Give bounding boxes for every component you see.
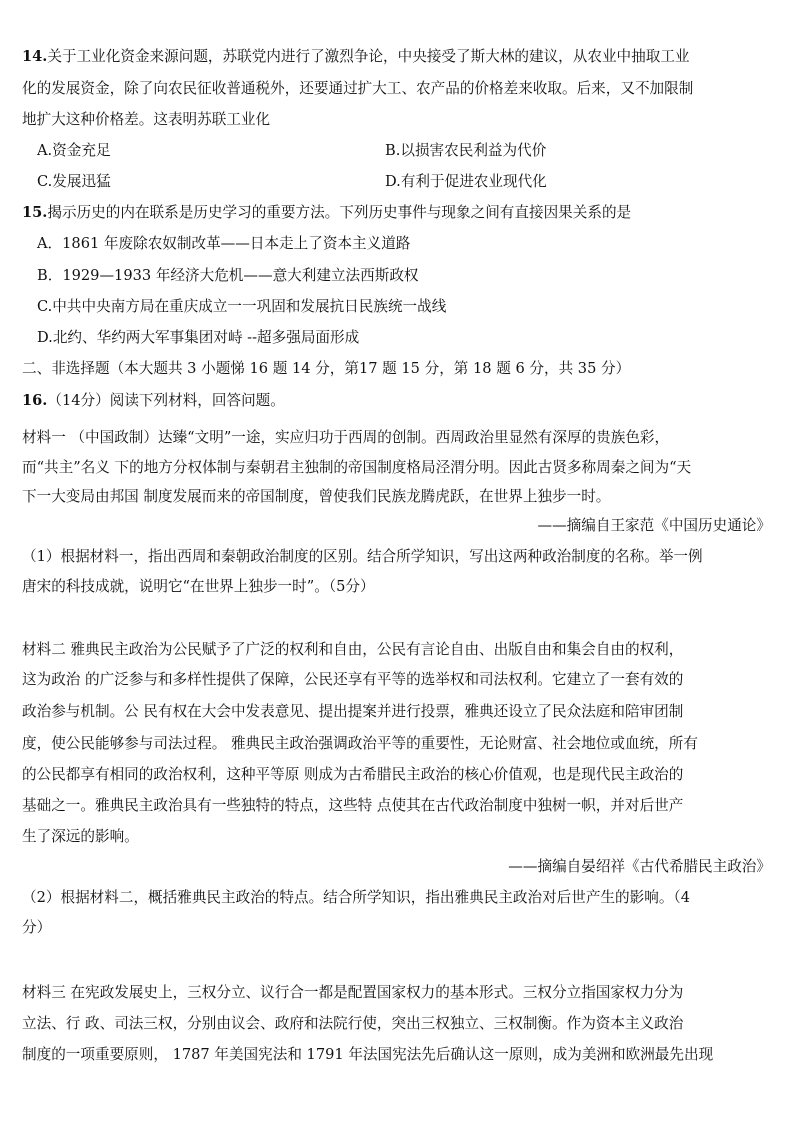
material2-line-1: 材料二 雅典民主政治为公民赋予了广泛的权利和自由，公民有言论自由、出版自由和集会自由的权利， [22, 641, 684, 658]
q15-stem-text: 揭示历史的内在联系是历史学习的重要方法。下列历史事件与现象之间有直接因果关系的是 [47, 204, 632, 221]
q16-sub1-line-2: 唐宋的科技成就，说明它“在世界上独步一时”。（5分） [22, 578, 375, 595]
q16-number: 16. [22, 392, 48, 409]
material1-line-3: 下一大变局由邦国 制度发展而来的帝国制度，曾使我们民族龙腾虎跃，在世界上独步一时。 [22, 488, 611, 505]
q16-sub1-line-1: （1）根据材料一，指出西周和秦朝政治制度的区别。结合所学知识，写出这两种政治制度的名称。举一例 [22, 548, 703, 565]
q16-sub2-line-1: （2）根据材料二，概括雅典民主政治的特点。结合所学知识，指出雅典民主政治对后世产生的影响。（4 [22, 889, 690, 906]
q14-option-a[interactable]: A.资金充足 [37, 142, 111, 159]
q14-number: 14. [22, 48, 48, 65]
material2-line-5: 的公民都享有相同的政治权利，这种平等原 则成为古希腊民主政治的核心价值观，也是现代民主政治的 [22, 766, 684, 783]
material2-line-4: 度，使公民能够参与司法过程。 雅典民主政治强调政治平等的重要性，无论财富、社会地位或血统，所有 [22, 735, 698, 752]
material3-line-1: 材料三 在宪政发展史上，三权分立、议行合一都是配置国家权力的基本形式。三权分立指国家权力分为 [22, 984, 684, 1001]
material2-line-2: 这为政治 的广泛参与和多样性提供了保障，公民还享有平等的选举权和司法权利。它建立了一套有效的 [22, 671, 684, 688]
q16-intro [22, 391, 771, 411]
q14-option-b[interactable]: B.以损害农民利益为代价 [385, 142, 547, 159]
material1-line-2: 而“共主”名义 下的地方分权体制与秦朝君主独制的帝国制度格局泾渭分明。因此古贤多称周秦之间为“天 [22, 459, 692, 476]
section2-heading: 二、非选择题（本大题共 3 小题悌 16 题 14 分，第17 题 15 分，第 18 题 6 分，共 35 分） [22, 360, 631, 377]
q14-stem-line-2: 化的发展资金，除了向农民征收普通税外，还要通过扩大工、农产品的价格差来收取。后来，又不加限制 [22, 80, 694, 97]
q14-stem-line-1 [22, 47, 771, 67]
material2-line-6: 基础之一。雅典民主政治具有一些独特的特点，这些特 点使其在古代政治制度中独树一帜，并对后世产 [22, 797, 684, 814]
q15-option-c[interactable]: C.中共中央南方局在重庆成立一一巩固和发展抗日民族统一战线 [37, 298, 447, 315]
q16-intro-text: （14分）阅读下列材料，回答问题。 [47, 392, 285, 409]
q16-sub2-line-2: 分） [22, 919, 52, 936]
material2-source: ——摘编自晏绍祥《古代希腊民主政治》 [508, 858, 771, 875]
q15-number: 15. [22, 204, 48, 221]
material3-line-2: 立法、行 政、司法三权，分别由议会、政府和法院行使，突出三权独立、三权制衡。作为资本主义政治 [22, 1015, 684, 1032]
material2-line-3: 政治参与机制。公 民有权在大会中发表意见、提出提案并进行投票，雅典还设立了民众法庭和陪审团制 [22, 703, 684, 720]
q14-stem-text-1: 关于工业化资金来源问题，苏联党内进行了激烈争论，中央接受了斯大林的建议，从农业中抽取工业 [47, 48, 690, 65]
material1-line-1: 材料一 （中国政制）达臻“文明”一途，实应归功于西周的创制。西周政治里显然有深厚的贵族色彩， [22, 429, 670, 446]
q15-option-d[interactable]: D.北约、华约两大军事集团对峙 --超多强局面形成 [37, 329, 360, 346]
material3-line-3: 制度的一项重要原则， 1787 年美国宪法和 1791 年法国宪法先后确认这一原则，成为美洲和欧洲最先出现 [22, 1046, 714, 1063]
material2-line-7: 生了深远的影响。 [22, 828, 139, 845]
q15-option-a[interactable]: A．1861 年废除农奴制改革——日本走上了资本主义道路 [37, 235, 411, 252]
q15-option-b[interactable]: B．1929—1933 年经济大危机——意大利建立法西斯政权 [37, 267, 419, 284]
material1-source: ——摘编自王家范《中国历史通论》 [537, 517, 771, 534]
q14-option-d[interactable]: D.有利于促进农业现代化 [385, 173, 547, 190]
q14-stem-line-3: 地扩大这种价格差。这表明苏联工业化 [22, 111, 271, 128]
q15-stem [22, 203, 771, 223]
q14-option-c[interactable]: C.发展迅猛 [37, 173, 111, 190]
